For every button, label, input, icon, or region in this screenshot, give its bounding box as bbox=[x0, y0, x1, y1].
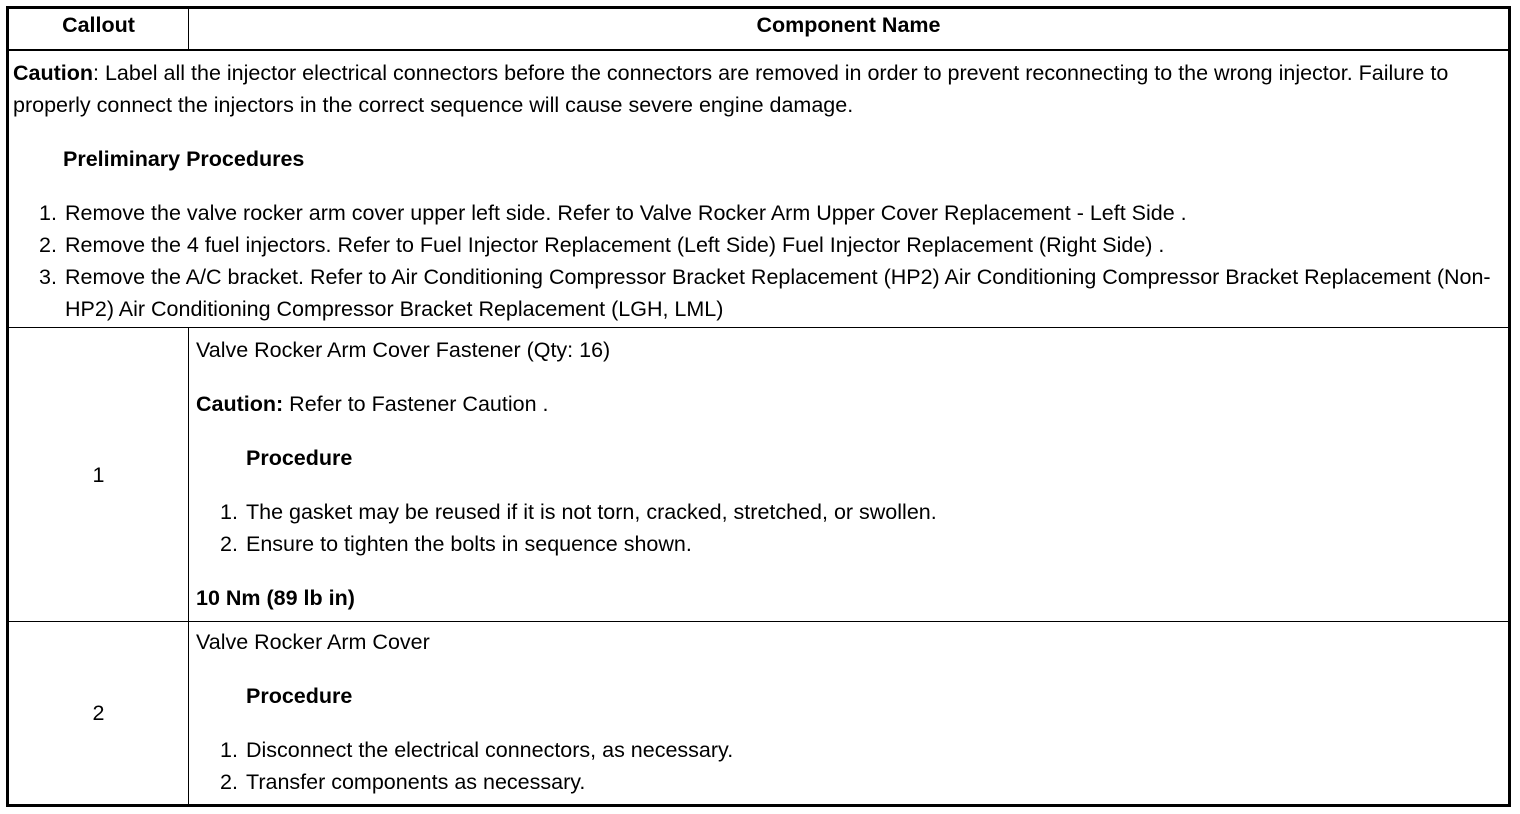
component-name: Valve Rocker Arm Cover bbox=[196, 630, 430, 654]
preliminary-steps bbox=[13, 197, 1504, 325]
intro-caution bbox=[13, 57, 1504, 121]
caution-label: Caution: bbox=[196, 392, 284, 416]
procedure-steps bbox=[196, 496, 1502, 560]
callout-cell: 2 bbox=[8, 622, 189, 806]
component-cell bbox=[189, 622, 1510, 806]
list-item: Remove the A/C bracket. Refer to Air Conditioning Compressor Bracket Replacement (HP2) Air Conditioning Compressor Bracket Replacement (Non-HP2) Air Conditioning Compressor Bracket Replacement (LGH, LML) bbox=[65, 265, 1491, 321]
list-item: Ensure to tighten the bolts in sequence shown. bbox=[246, 532, 692, 556]
procedure-heading: Procedure bbox=[246, 446, 353, 470]
component-name: Valve Rocker Arm Cover Fastener (Qty: 16) bbox=[196, 338, 611, 362]
caution-text: Refer to Fastener Caution . bbox=[283, 392, 549, 416]
table-row bbox=[8, 328, 1510, 622]
list-item: The gasket may be reused if it is not torn, cracked, stretched, or swollen. bbox=[246, 500, 937, 524]
procedure-steps bbox=[196, 734, 1502, 798]
procedure-heading: Procedure bbox=[246, 684, 353, 708]
component-name-header: Component Name bbox=[189, 8, 1510, 51]
caution-text: : Label all the injector electrical connectors before the connectors are removed in order to prevent reconnecting to the wrong injector. Failure to properly connect the injectors in the correct sequence will cause severe engine damage. bbox=[13, 61, 1449, 117]
torque-spec: 10 Nm (89 lb in) bbox=[196, 586, 355, 610]
intro-cell bbox=[8, 50, 1510, 328]
procedure-table bbox=[6, 6, 1511, 807]
callout-cell: 1 bbox=[8, 328, 189, 622]
table-row bbox=[8, 622, 1510, 806]
callout-header: Callout bbox=[8, 8, 189, 51]
preliminary-heading: Preliminary Procedures bbox=[63, 147, 305, 171]
list-item: Disconnect the electrical connectors, as necessary. bbox=[246, 738, 734, 762]
list-item: Remove the valve rocker arm cover upper left side. Refer to Valve Rocker Arm Upper Cover Replacement - Left Side . bbox=[65, 201, 1187, 225]
header-row bbox=[8, 8, 1510, 51]
component-cell bbox=[189, 328, 1510, 622]
list-item: Remove the 4 fuel injectors. Refer to Fuel Injector Replacement (Left Side) Fuel Injector Replacement (Right Side) . bbox=[65, 233, 1165, 257]
list-item: Transfer components as necessary. bbox=[246, 770, 586, 794]
intro-row bbox=[8, 50, 1510, 328]
component-caution bbox=[196, 388, 1502, 420]
caution-label: Caution bbox=[13, 61, 94, 85]
